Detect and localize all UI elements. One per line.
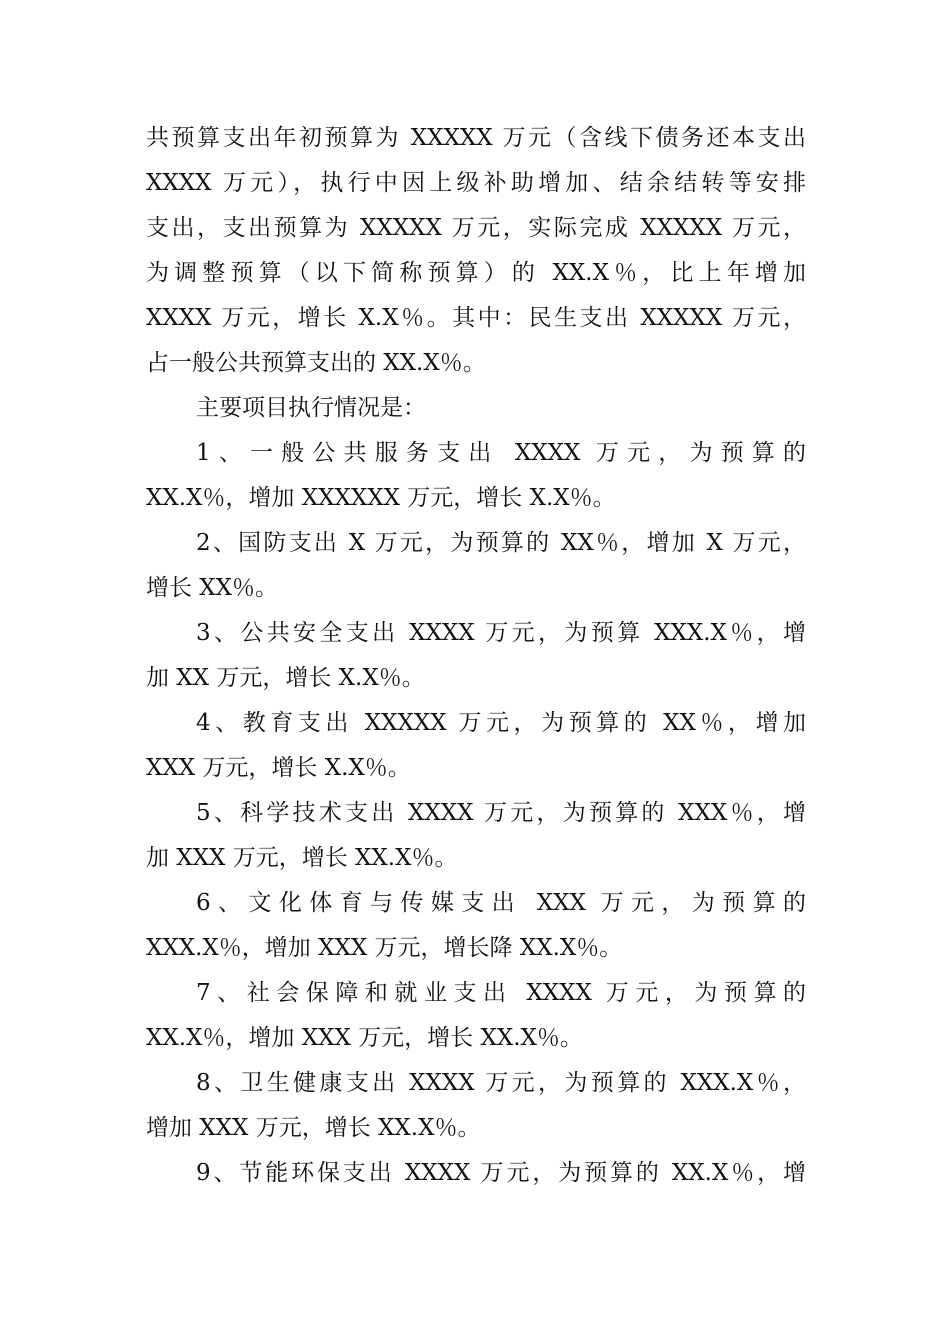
list-item-line: XX.X％，增加 XXX 万元，增长 XX.X％。 [146, 1025, 583, 1051]
list-item-line: XX.X％，增加 XXXXXX 万元，增长 X.X％。 [146, 485, 616, 511]
list-item-line: 6、文化体育与传媒支出 XXX 万元，为预算的 [196, 890, 806, 916]
list-item-line: 4、教育支出 XXXXX 万元，为预算的 XX％，增加 [196, 710, 806, 736]
list-item-line: 加 XX 万元，增长 X.X％。 [146, 665, 425, 691]
section-heading: 主要项目执行情况是： [196, 395, 426, 421]
list-item-line: 5、科学技术支出 XXXX 万元，为预算的 XXX％，增 [196, 800, 806, 826]
paragraph-line: 为调整预算（以下简称预算）的 XX.X％，比上年增加 [146, 260, 806, 286]
paragraph-line: XXXX 万元，增长 X.X％。其中：民生支出 XXXXX 万元， [146, 305, 806, 331]
paragraph-line: 共预算支出年初预算为 XXXXX 万元（含线下债务还本支出 [146, 125, 806, 151]
list-item-line: XXX.X％，增加 XXX 万元，增长降 XX.X％。 [146, 935, 623, 961]
list-item-line: 1、一般公共服务支出 XXXX 万元，为预算的 [196, 440, 806, 466]
list-item-line: 8、卫生健康支出 XXXX 万元，为预算的 XXX.X％， [196, 1070, 806, 1096]
paragraph-line: 占一般公共预算支出的 XX.X％。 [146, 350, 486, 376]
list-item-line: 2、国防支出 X 万元，为预算的 XX％，增加 X 万元， [196, 530, 806, 556]
list-item-line: XXX 万元，增长 X.X％。 [146, 755, 411, 781]
list-item-line: 7、社会保障和就业支出 XXXX 万元，为预算的 [196, 980, 806, 1006]
paragraph-line: XXXX 万元），执行中因上级补助增加、结余结转等安排 [146, 170, 806, 196]
paragraph-line: 支出，支出预算为 XXXXX 万元，实际完成 XXXXX 万元， [146, 215, 806, 241]
list-item-line: 9、节能环保支出 XXXX 万元，为预算的 XX.X％，增 [196, 1160, 806, 1186]
document-body [146, 116, 806, 1196]
list-item-line: 加 XXX 万元，增长 XX.X％。 [146, 845, 458, 871]
list-item-line: 增长 XX％。 [146, 575, 279, 601]
list-item-line: 增加 XXX 万元，增长 XX.X％。 [146, 1115, 481, 1141]
list-item-line: 3、公共安全支出 XXXX 万元，为预算 XXX.X％，增 [196, 620, 806, 646]
